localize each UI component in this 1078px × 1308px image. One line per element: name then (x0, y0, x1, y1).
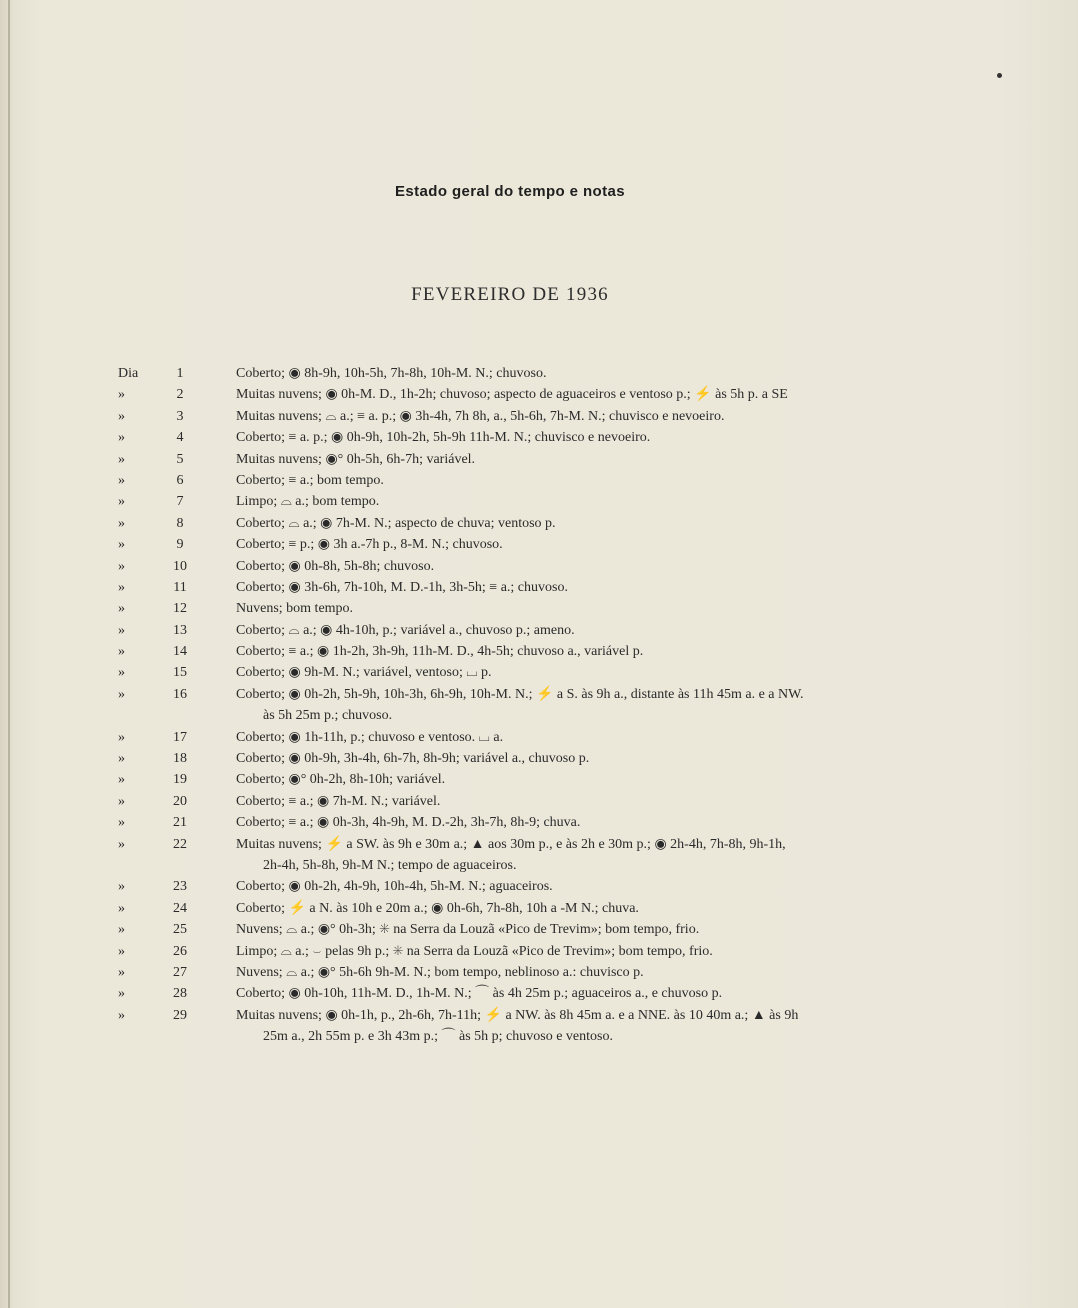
weather-note (236, 834, 902, 873)
weather-note (236, 727, 902, 748)
weather-note (236, 684, 902, 724)
day-number: 23 (173, 879, 187, 895)
day-row (0, 449, 1000, 470)
row-label: » (118, 729, 125, 745)
day-number: 11 (173, 579, 187, 595)
weather-note-text: Muitas nuvens; ⌓ a.; ≡ a. p.; ◉ 3h-4h, 7h 8h, a., 5h-6h, 7h-M. N.; chuvisco e nevoeiro. (236, 408, 725, 424)
day-row (0, 812, 1000, 833)
weather-note-text: Coberto; ◉° 0h-2h, 8h-10h; variável. (236, 772, 446, 788)
weather-note (236, 662, 902, 683)
weather-note-text: Limpo; ⌓ a.; bom tempo. (236, 494, 380, 510)
month-title: FEVEREIRO DE 1936 (411, 284, 609, 305)
weather-note-text: Coberto; ◉ 1h-11h, p.; chuvoso e ventoso. ⌴ a. (236, 729, 504, 745)
weather-note-text: Coberto; ⌓ a.; ◉ 4h-10h, p.; variável a., chuvoso p.; ameno. (236, 622, 575, 638)
weather-note (236, 384, 902, 405)
day-number: 13 (173, 622, 187, 638)
row-label: » (118, 387, 125, 403)
row-label: » (118, 472, 125, 488)
weather-note-continuation: 25m a., 2h 55m p. e 3h 43m p.; ⌒ às 5h p; chuvoso e ventoso. (263, 1029, 613, 1045)
day-number: 16 (173, 686, 187, 702)
weather-note-text: Muitas nuvens; ⚡ a SW. às 9h e 30m a.; ▲ aos 30m p., e às 2h e 30m p.; ◉ 2h-4h, 7h-8h, 9h-1h, (236, 836, 786, 852)
day-number: 4 (176, 430, 184, 446)
day-row (0, 727, 1000, 748)
weather-note (236, 491, 902, 512)
day-number: 2 (176, 387, 184, 403)
day-row (0, 662, 1000, 683)
day-row (0, 620, 1000, 641)
page-header: Estado geral do tempo e notas (395, 183, 625, 200)
row-label: » (118, 686, 125, 702)
day-row (0, 898, 1000, 919)
row-label: » (118, 408, 125, 424)
weather-note (236, 898, 902, 919)
weather-note (236, 427, 902, 448)
weather-note-text: Coberto; ◉ 0h-8h, 5h-8h; chuvoso. (236, 558, 435, 574)
day-row (0, 384, 1000, 405)
weather-note-text: Coberto; ≡ a. p.; ◉ 0h-9h, 10h-2h, 5h-9h 11h-M. N.; chuvisco e nevoeiro. (236, 430, 651, 446)
day-row (0, 513, 1000, 534)
weather-note-text: Coberto; ◉ 3h-6h, 7h-10h, M. D.-1h, 3h-5h; ≡ a.; chuvoso. (236, 579, 568, 595)
weather-note (236, 406, 902, 427)
weather-note-text: Coberto; ⌓ a.; ◉ 7h-M. N.; aspecto de chuva; ventoso p. (236, 515, 556, 531)
ink-speck (997, 73, 1002, 78)
weather-note (236, 620, 902, 641)
day-row (0, 491, 1000, 512)
day-number: 18 (173, 751, 187, 767)
row-label: » (118, 515, 125, 531)
day-row (0, 556, 1000, 577)
weather-note (236, 791, 902, 812)
day-row (0, 427, 1000, 448)
weather-note (236, 513, 902, 534)
day-number: 3 (176, 408, 184, 424)
weather-note (236, 748, 902, 769)
row-label: » (118, 751, 125, 767)
weather-note (236, 812, 902, 833)
day-number: 28 (173, 986, 187, 1002)
weather-note-text: Muitas nuvens; ◉° 0h-5h, 6h-7h; variável. (236, 451, 476, 467)
day-number: 9 (176, 537, 184, 553)
day-row (0, 834, 1000, 877)
day-number: 8 (176, 515, 184, 531)
day-number: 7 (176, 494, 184, 510)
row-label: » (118, 558, 125, 574)
weather-note (236, 577, 902, 598)
weather-note-text: Coberto; ◉ 0h-10h, 11h-M. D., 1h-M. N.; ⌒ às 4h 25m p.; aguaceiros a., e chuvoso p. (236, 986, 723, 1002)
weather-note-continuation: 2h-4h, 5h-8h, 9h-M N.; tempo de aguaceiros. (263, 858, 517, 873)
weather-note-text: Muitas nuvens; ◉ 0h-1h, p., 2h-6h, 7h-11h; ⚡ a NW. às 8h 45m a. e a NNE. às 10 40m a.; ▲ às 9h (236, 1007, 799, 1023)
weather-note (236, 556, 902, 577)
day-row (0, 791, 1000, 812)
day-number: 1 (176, 366, 184, 381)
day-row (0, 577, 1000, 598)
weather-note-text: Coberto; ◉ 0h-2h, 4h-9h, 10h-4h, 5h-M. N.; aguaceiros. (236, 879, 553, 895)
day-row (0, 641, 1000, 662)
day-row (0, 598, 1000, 619)
row-label: » (118, 494, 125, 510)
row-label: » (118, 815, 125, 831)
day-number: 29 (173, 1007, 187, 1023)
day-row (0, 684, 1000, 727)
day-row (0, 470, 1000, 491)
day-number: 15 (173, 665, 187, 681)
day-row (0, 919, 1000, 940)
day-number: 25 (173, 922, 187, 938)
row-label: » (118, 601, 125, 617)
row-label: » (118, 451, 125, 467)
row-label: » (118, 644, 125, 660)
weather-note (236, 1005, 902, 1045)
row-label: » (118, 922, 125, 938)
weather-note (236, 363, 902, 384)
row-label: » (118, 579, 125, 595)
weather-note-text: Muitas nuvens; ◉ 0h-M. D., 1h-2h; chuvoso; aspecto de aguaceiros e ventoso p.; ⚡ às 5h p. a SE (236, 387, 788, 403)
day-number: 26 (173, 943, 187, 959)
day-row (0, 983, 1000, 1004)
weather-note-text: Coberto; ≡ p.; ◉ 3h a.-7h p., 8-M. N.; chuvoso. (236, 537, 503, 553)
row-label: » (118, 537, 125, 553)
day-row (0, 1005, 1000, 1048)
weather-note (236, 449, 902, 470)
day-number: 17 (173, 729, 187, 745)
day-number: 14 (173, 644, 187, 660)
row-label: » (118, 793, 125, 809)
weather-note (236, 769, 902, 790)
weather-note (236, 641, 902, 662)
day-number: 6 (176, 472, 184, 488)
weather-note-text: Coberto; ◉ 9h-M. N.; variável, ventoso; ⌴ p. (236, 665, 492, 681)
weather-note (236, 534, 902, 555)
weather-note (236, 962, 902, 983)
weather-note (236, 941, 902, 962)
day-number: 5 (176, 451, 184, 467)
row-label: » (118, 622, 125, 638)
row-label: » (118, 986, 125, 1002)
weather-note-continuation: às 5h 25m p.; chuvoso. (263, 708, 393, 724)
weather-note-text: Coberto; ≡ a.; ◉ 1h-2h, 3h-9h, 11h-M. D., 4h-5h; chuvoso a., variável p. (236, 644, 644, 660)
row-label: » (118, 836, 125, 852)
row-label: » (118, 943, 125, 959)
weather-note (236, 598, 902, 619)
day-number: 20 (173, 793, 187, 809)
day-row (0, 534, 1000, 555)
row-label: » (118, 964, 125, 980)
day-row (0, 769, 1000, 790)
weather-note-text: Nuvens; ⌓ a.; ◉° 0h-3h; ✳ na Serra da Louzã «Pico de Trevim»; bom tempo, frio. (236, 922, 700, 938)
day-number: 21 (173, 815, 187, 831)
row-label: » (118, 665, 125, 681)
weather-note-text: Nuvens; bom tempo. (236, 601, 354, 617)
weather-note-text: Coberto; ◉ 0h-2h, 5h-9h, 10h-3h, 6h-9h, 10h-M. N.; ⚡ a S. às 9h a., distante às 11h 45m a. e a NW. (236, 686, 804, 702)
day-number: 27 (173, 964, 187, 980)
day-row (0, 962, 1000, 983)
weather-notes-list (0, 363, 1000, 1048)
weather-note-text: Coberto; ◉ 0h-9h, 3h-4h, 6h-7h, 8h-9h; variável a., chuvoso p. (236, 751, 590, 767)
weather-note (236, 983, 902, 1004)
day-number: 22 (173, 836, 187, 852)
day-row (0, 876, 1000, 897)
row-label: Dia (118, 366, 139, 381)
weather-note-text: Limpo; ⌓ a.; ⌣ pelas 9h p.; ✳ na Serra da Louzã «Pico de Trevim»; bom tempo, frio. (236, 943, 713, 959)
row-label: » (118, 772, 125, 788)
row-label: » (118, 1007, 125, 1023)
day-row (0, 941, 1000, 962)
day-number: 12 (173, 601, 187, 617)
day-number: 10 (173, 558, 187, 574)
weather-note (236, 919, 902, 940)
weather-note-text: Coberto; ≡ a.; ◉ 7h-M. N.; variável. (236, 793, 441, 809)
weather-note-text: Coberto; ◉ 8h-9h, 10h-5h, 7h-8h, 10h-M. N.; chuvoso. (236, 366, 547, 381)
weather-note (236, 876, 902, 897)
row-label: » (118, 879, 125, 895)
day-row (0, 363, 1000, 384)
weather-note (236, 470, 902, 491)
day-number: 24 (173, 900, 187, 916)
weather-note-text: Coberto; ≡ a.; ◉ 0h-3h, 4h-9h, M. D.-2h, 3h-7h, 8h-9; chuva. (236, 815, 581, 831)
day-row (0, 748, 1000, 769)
weather-note-text: Nuvens; ⌓ a.; ◉° 5h-6h 9h-M. N.; bom tempo, neblinoso a.: chuvisco p. (236, 964, 644, 980)
row-label: » (118, 430, 125, 446)
day-number: 19 (173, 772, 187, 788)
weather-note-text: Coberto; ≡ a.; bom tempo. (236, 472, 384, 488)
row-label: » (118, 900, 125, 916)
day-row (0, 406, 1000, 427)
weather-note-text: Coberto; ⚡ a N. às 10h e 20m a.; ◉ 0h-6h, 7h-8h, 10h a -M N.; chuva. (236, 900, 639, 916)
